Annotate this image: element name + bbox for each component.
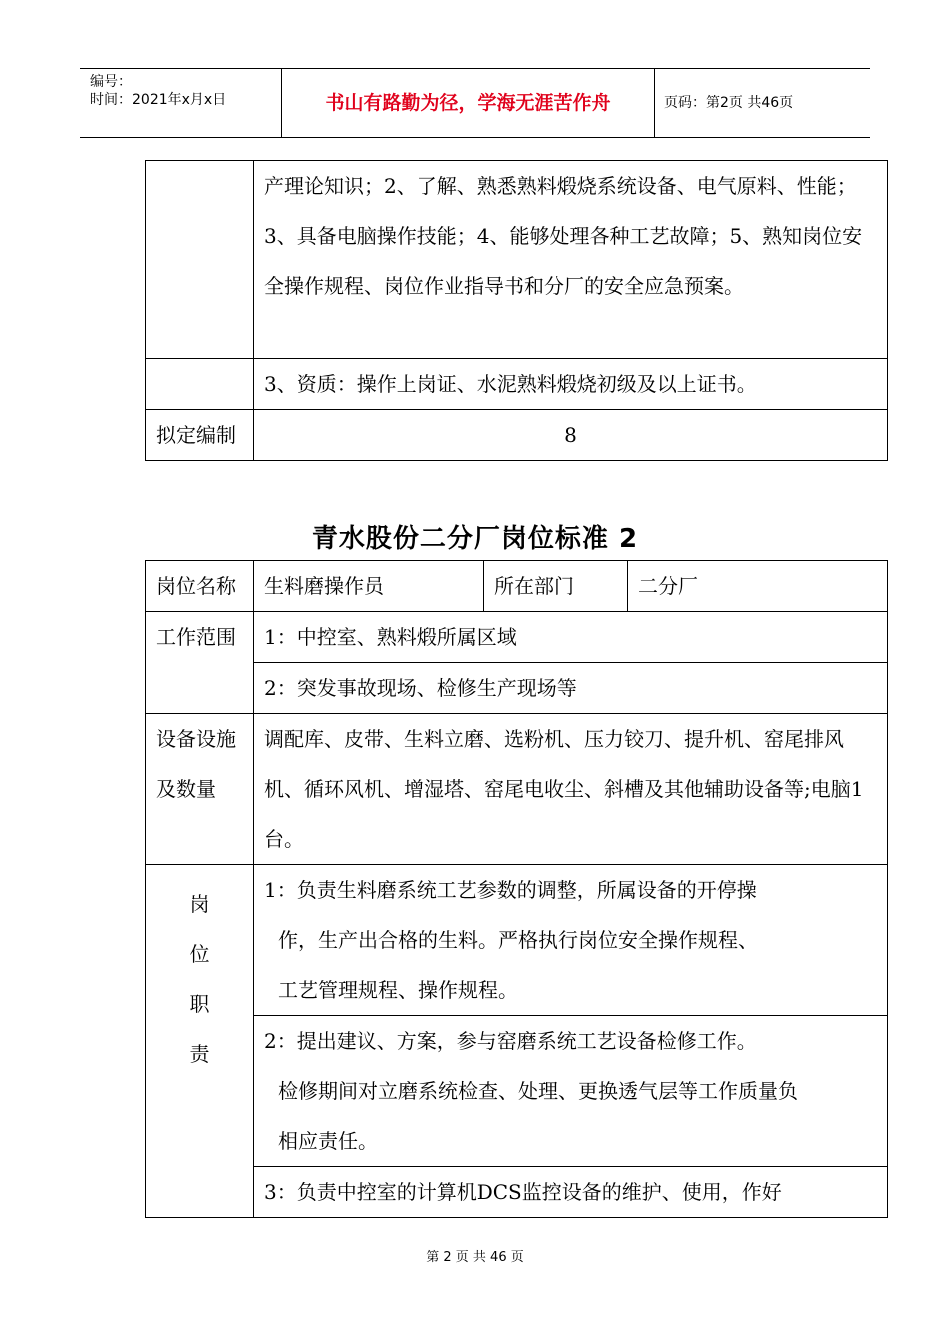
header-page-info: 页码：第2页 共46页 (664, 95, 794, 111)
duty-char-4: 责 (189, 1042, 210, 1066)
duty-1-line3: 工艺管理规程、操作规程。 (278, 978, 518, 1002)
header-meta (80, 69, 282, 137)
duty-2-line1: 2：提出建议、方案，参与窑磨系统工艺设备检修工作。 (264, 1029, 757, 1053)
duty-3-line1: 3：负责中控室的计算机DCS监控设备的维护、使用，作好 (264, 1180, 782, 1204)
duty-char-3: 职 (189, 992, 210, 1016)
table-row (146, 612, 888, 663)
duty-2-line3: 相应责任。 (278, 1129, 378, 1153)
equipment-list: 调配库、皮带、生料立磨、选粉机、压力铰刀、提升机、窑尾排风机、循环风机、增湿塔、窑尾电收尘、斜槽及其他辅助设备等;电脑1台。 (264, 727, 864, 851)
planned-value: 8 (564, 423, 577, 447)
page-footer: 第 2 页 共 46 页 (426, 1250, 524, 1265)
planned-label: 拟定编制 (156, 423, 236, 447)
table-row (146, 663, 888, 714)
standard-table-1 (145, 160, 888, 461)
qualification-text: 3、资质：操作上岗证、水泥熟料煅烧初级及以上证书。 (264, 372, 757, 396)
dept-value: 二分厂 (638, 574, 698, 598)
duty-1-line2: 作，生产出合格的生料。严格执行岗位安全操作规程、 (278, 928, 758, 952)
number-label: 编号： (90, 74, 132, 90)
table-row (146, 714, 888, 865)
table-row (146, 561, 888, 612)
table-row (146, 410, 888, 461)
table-row (146, 359, 888, 410)
table-row (146, 161, 888, 359)
duty-label (146, 865, 253, 1079)
standard-table-2 (145, 560, 888, 1218)
position-value: 生料磨操作员 (264, 574, 384, 598)
page-header (80, 68, 870, 138)
page-title: 青水股份二分厂岗位标准 2 (311, 524, 639, 554)
scope-label: 工作范围 (156, 625, 236, 649)
dept-label: 所在部门 (494, 574, 574, 598)
knowledge-requirements: 产理论知识；2、了解、熟悉熟料煅烧系统设备、电气原料、性能；3、具备电脑操作技能；4、能够处理各种工艺故障；5、熟知岗位安全操作规程、岗位作业指导书和分厂的安全应急预案。 (264, 174, 863, 298)
duty-char-2: 位 (189, 942, 210, 966)
table-row (146, 1167, 888, 1218)
time-label: 时间：2021年x月x日 (90, 92, 227, 108)
duty-1-line1: 1：负责生料磨系统工艺参数的调整，所属设备的开停操 (264, 878, 757, 902)
equipment-label-line1: 设备设施 (156, 727, 236, 751)
scope-item-2: 2：突发事故现场、检修生产现场等 (264, 676, 577, 700)
scope-item-1: 1：中控室、熟料煅所属区域 (264, 625, 517, 649)
duty-2-line2: 检修期间对立磨系统检查、处理、更换透气层等工作质量负 (278, 1079, 798, 1103)
position-label: 岗位名称 (156, 574, 236, 598)
table-row (146, 1016, 888, 1167)
header-motto: 书山有路勤为径，学海无涯苦作舟 (282, 69, 655, 137)
table-row (146, 865, 888, 1016)
duty-char-1: 岗 (189, 892, 210, 916)
equipment-label-line2: 及数量 (156, 777, 216, 801)
